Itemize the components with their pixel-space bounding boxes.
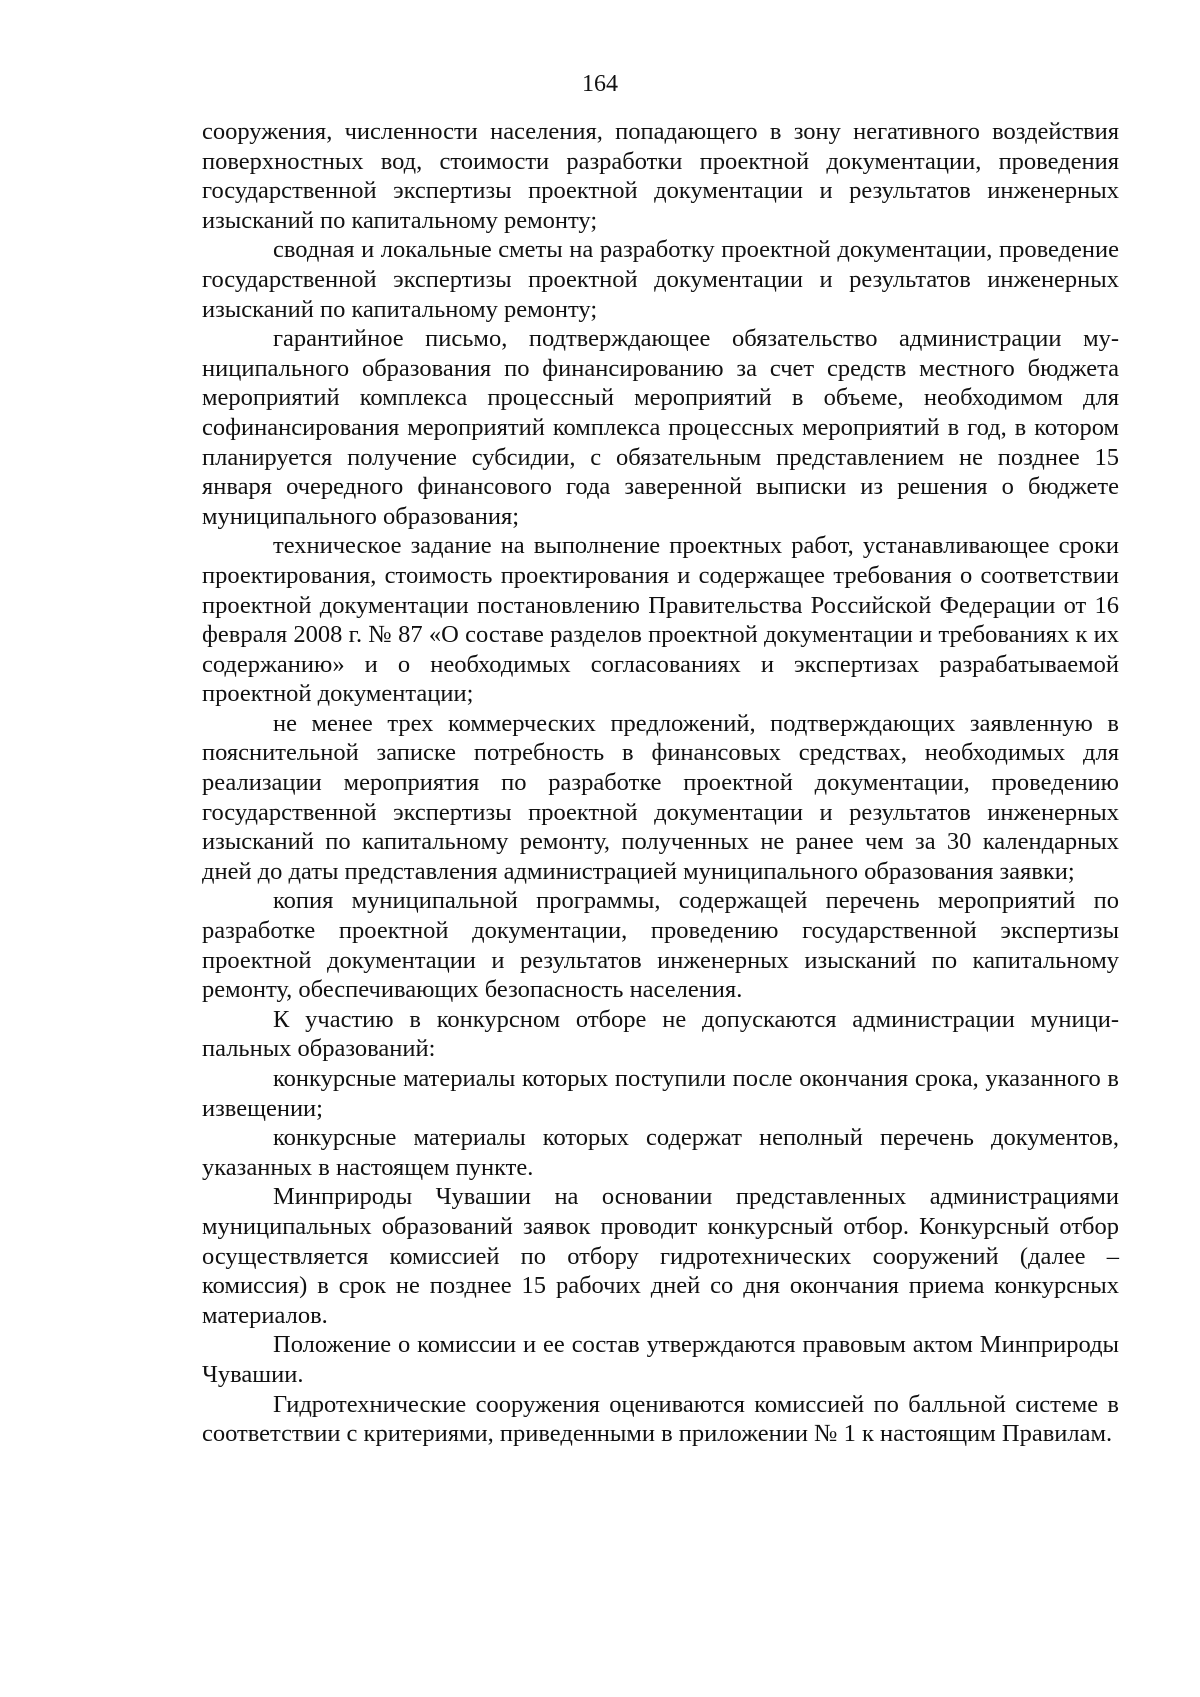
- paragraph-commission-regulation: Положение о комиссии и ее состав утверждаются правовым актом Минприроды Чувашии.: [202, 1331, 1119, 1388]
- paragraph-incomplete-materials: конкурсные материалы которых содержат неполный перечень документов, указанных в настоящем пункте.: [202, 1124, 1119, 1181]
- page-number: 164: [582, 71, 618, 97]
- paragraph-selection-procedure: Минприроды Чувашии на основании представленных администрациями муниципальных образований заявок проводит конкурсный отбор. Конкурсный отбор осуществляется комиссией по отбору гидротехнических сооружений (далее – комиссия) в срок не позднее 15 рабочих дней со дня окончания приема конкурсных материалов.: [202, 1183, 1119, 1329]
- paragraph-estimates: сводная и локальные сметы на разработку проектной документации, проведение государственной экспертизы проектной документации и результатов инженерных изысканий по капитальному ремонту;: [202, 236, 1119, 323]
- paragraph-guarantee-letter: гарантийное письмо, подтверждающее обязательство администрации муниципального образования по финансированию за счет средств местного бюджета мероприятий комплекса процессный мероприятий в объеме, необходимом для софинансирования мероприятий комплекса процессных мероприятий в год, в котором планируется получение субсидии, с обязательным представлением не позднее 15 января очередного финансового года заверенной выписки из решения о бюджете муниципального образования;: [202, 325, 1119, 530]
- paragraph-admission-rules: К участию в конкурсном отборе не допускаются администрации муниципальных образований:: [202, 1005, 1119, 1063]
- paragraph-commercial-offers: не менее трех коммерческих предложений, подтверждающих заявленную в пояснительной записке потребность в финансовых средствах, необходимых для реализации мероприятия по разработке проектной документации, проведению государственной экспертизы проектной документации и результатов инженерных изысканий по капитальному ремонту, полученных не ранее чем за 30 календарных дней до даты представления администрацией муниципального образования заявки;: [202, 709, 1119, 885]
- paragraph-technical-assignment: техническое задание на выполнение проектных работ, устанавливающее сроки проектирования, стоимость проектирования и содержащее требования о соответствии проектной документации постановлению Правительства Российской Федерации от 16 февраля 2008 г. № 87 «О составе разделов проектной документации и требованиях к их содержанию» и о необходимых согласованиях и экспертизах разрабатываемой проектной документации;: [202, 532, 1119, 708]
- paragraph-late-materials: конкурсные материалы которых поступили после окончания срока, указанного в извещении;: [202, 1065, 1119, 1122]
- paragraph-scoring-system: Гидротехнические сооружения оцениваются комиссией по балльной системе в соответствии с критериями, приведенными в приложении № 1 к настоящим Правилам.: [202, 1390, 1119, 1448]
- paragraph-continuation: сооружения, численности населения, попадающего в зону негативного воздействия поверхностных вод, стоимости разработки проектной документации, проведения государственной экспертизы проектной документации и результатов инженерных изысканий по капитальному ремонту;: [202, 118, 1119, 234]
- paragraph-municipal-program: копия муниципальной программы, содержащей перечень мероприятий по разработке проектной документации, проведению государственной экспертизы проектной документации и результатов инженерных изысканий по капитальному ремонту, обеспечивающих безопасность населения.: [202, 887, 1119, 1004]
- document-body: [202, 117, 1119, 1449]
